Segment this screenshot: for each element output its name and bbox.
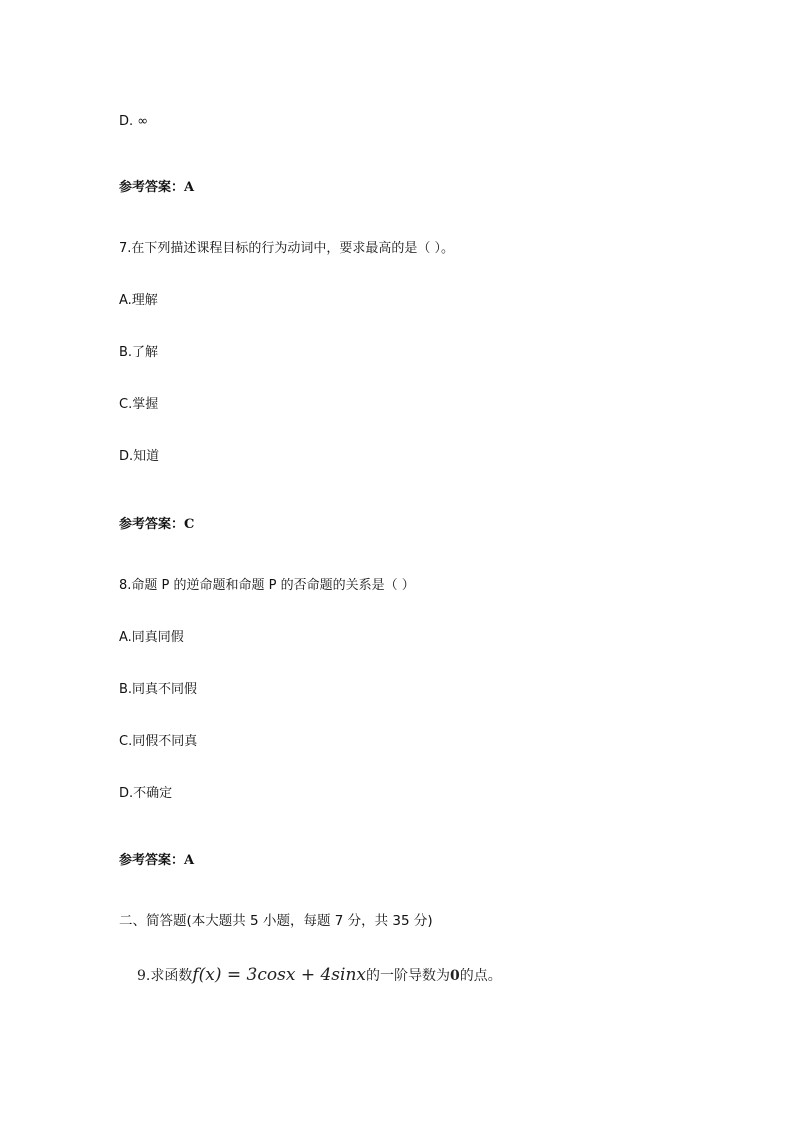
answer-value: A: [184, 180, 195, 195]
answer-label: 参考答案：: [119, 853, 185, 868]
q8-option-a: A.同真同假: [119, 630, 184, 645]
q8-option-c: C.同假不同真: [119, 734, 198, 749]
q9-zero: 0: [450, 968, 460, 984]
q8-answer: [119, 853, 194, 869]
q7-option-a: A.理解: [119, 293, 158, 308]
q9-prefix: 9.求函数: [137, 968, 193, 984]
q7-option-c: C.掌握: [119, 397, 159, 412]
q9-suffix: 的点。: [459, 968, 502, 984]
q7-answer: [119, 517, 194, 533]
q9-formula: f(x) = 3cosx + 4sinx: [192, 965, 367, 985]
q9-question: [137, 964, 502, 987]
q7-question: 7.在下列描述课程目标的行为动词中，要求最高的是（ ）。: [119, 241, 455, 256]
q8-option-b: B.同真不同假: [119, 682, 198, 697]
q6-answer: [119, 180, 194, 196]
q7-option-b: B.了解: [119, 345, 159, 360]
section-title: 二、简答题(本大题共 5 小题，每题 7 分，共 35 分): [119, 913, 433, 929]
answer-value: C: [184, 517, 195, 532]
q9-middle: 的一阶导数为: [366, 968, 451, 984]
q6-option-d: D. ∞: [119, 114, 149, 129]
q8-question: 8.命题 P 的逆命题和命题 P 的否命题的关系是（ ）: [119, 578, 415, 593]
answer-label: 参考答案：: [119, 517, 185, 532]
answer-value: A: [184, 853, 195, 868]
q8-option-d: D.不确定: [119, 786, 173, 801]
q7-option-d: D.知道: [119, 449, 160, 464]
answer-label: 参考答案：: [119, 180, 185, 195]
